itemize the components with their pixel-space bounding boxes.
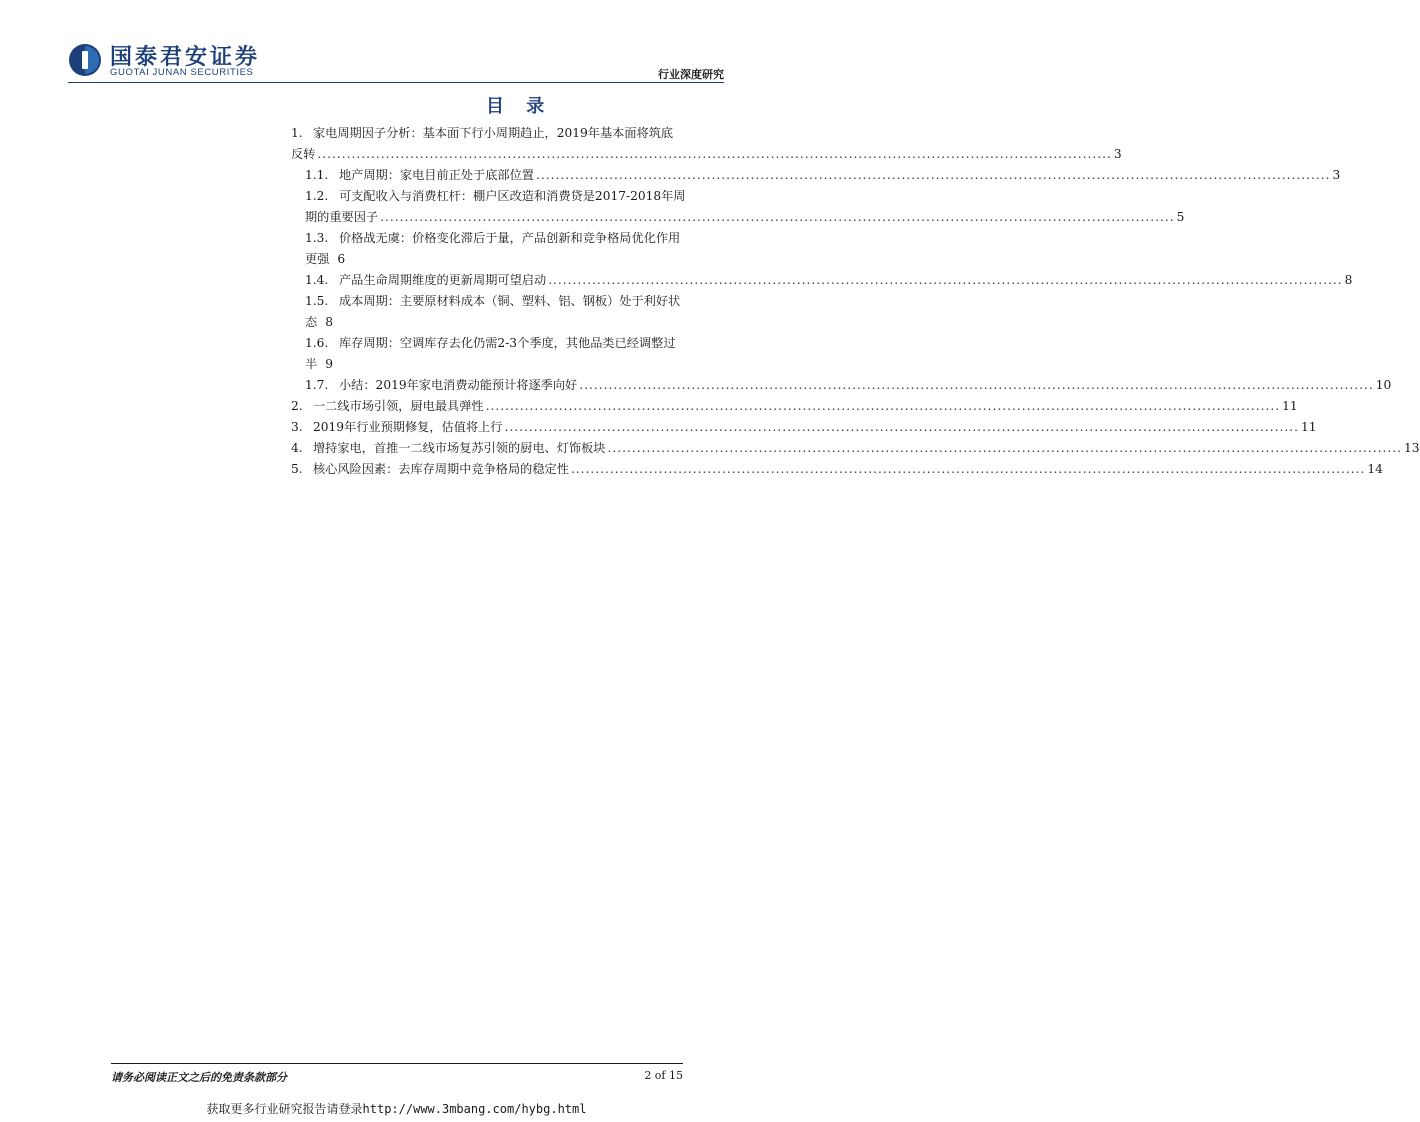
report-type-label: 行业深度研究 — [658, 68, 724, 81]
toc-entry-text: 成本周期：主要原材料成本（铜、塑料、铝、钢板）处于利好状 — [339, 294, 681, 308]
toc-leader-dots — [504, 417, 1298, 438]
toc-entry-text-continued: 半 — [305, 357, 318, 371]
toc-entry-page: 6 — [337, 252, 346, 266]
toc-entry-number: 1.4. — [305, 273, 329, 287]
toc-title: 目 录 — [486, 96, 553, 117]
promo-link-text[interactable]: 获取更多行业研究报告请登录http://www.3mbang.com/hybg.html — [206, 1102, 587, 1116]
toc-entry-number: 4. — [291, 441, 303, 455]
brand-name-cn: 国泰君安证券 — [110, 45, 261, 70]
toc-entry-page: 9 — [325, 357, 333, 371]
toc-entry-text: 库存周期：空调库存去化仍需2-3个季度，其他品类已经调整过 — [339, 336, 676, 350]
toc-leader-dots — [317, 144, 1111, 165]
company-logo-icon — [68, 43, 102, 77]
toc-entry-number: 1.1. — [305, 168, 329, 182]
toc-entry[interactable] — [291, 333, 724, 375]
toc-entry-page: 3 — [1332, 168, 1341, 182]
toc-entry-page: 8 — [325, 315, 333, 329]
toc-entry-text: 地产周期：家电目前正处于底部位置 — [339, 168, 534, 182]
toc-entry-number: 1.7. — [305, 378, 329, 392]
toc-entry-text: 可支配收入与消费杠杆：棚户区改造和消费贷是2017-2018年周 — [339, 189, 686, 203]
toc-entry-number: 1.5. — [305, 294, 329, 308]
toc-entry[interactable] — [291, 459, 1383, 480]
table-of-contents — [291, 123, 1420, 480]
toc-entry-text: 价格战无虞：价格变化滞后于量，产品创新和竞争格局优化作用 — [339, 231, 681, 245]
toc-entry[interactable] — [291, 438, 1420, 459]
toc-entry[interactable] — [291, 291, 724, 333]
toc-entry-text: 增持家电，首推一二线市场复苏引领的厨电、灯饰板块 — [313, 441, 606, 455]
page-number: 2 of 15 — [644, 1069, 683, 1082]
toc-entry[interactable] — [291, 417, 1317, 438]
toc-entry-text: 家电周期因子分析：基本面下行小周期趋止，2019年基本面将筑底 — [313, 126, 674, 140]
toc-leader-dots — [486, 396, 1280, 417]
toc-leader-dots — [536, 165, 1330, 186]
toc-entry-number: 1.2. — [305, 189, 329, 203]
toc-entry[interactable] — [291, 375, 1392, 396]
toc-entry[interactable] — [291, 270, 1353, 291]
toc-entry[interactable] — [291, 165, 1341, 186]
toc-entry[interactable] — [291, 186, 1185, 228]
toc-entry-text: 一二线市场引领，厨电最具弹性 — [313, 399, 484, 413]
toc-entry[interactable] — [291, 123, 1122, 165]
toc-leader-dots — [380, 207, 1174, 228]
toc-entry-page: 3 — [1113, 147, 1122, 161]
toc-entry-page: 8 — [1344, 273, 1353, 287]
toc-entry-text: 2019年行业预期修复，估值将上行 — [313, 420, 503, 434]
disclaimer-text: 请务必阅读正文之后的免责条款部分 — [111, 1071, 287, 1084]
toc-entry-number: 1.3. — [305, 231, 329, 245]
toc-entry-page: 5 — [1176, 210, 1185, 224]
header-divider — [68, 82, 724, 83]
toc-entry-text-continued: 反转 — [291, 147, 316, 161]
toc-leader-dots — [579, 375, 1373, 396]
toc-entry-text-continued: 态 — [305, 315, 318, 329]
toc-leader-dots — [548, 270, 1342, 291]
toc-entry-number: 3. — [291, 420, 303, 434]
toc-entry-number: 1.6. — [305, 336, 329, 350]
toc-entry-page: 13 — [1403, 441, 1420, 455]
brand-name-en: GUOTAI JUNAN SECURITIES — [110, 67, 254, 78]
toc-entry-number: 1. — [291, 126, 303, 140]
toc-entry-text-continued: 期的重要因子 — [305, 210, 379, 224]
toc-entry-page: 11 — [1300, 420, 1317, 434]
toc-leader-dots — [571, 459, 1365, 480]
toc-entry-text: 小结：2019年家电消费动能预计将逐季向好 — [339, 378, 578, 392]
toc-entry[interactable] — [291, 228, 724, 270]
footer-divider — [111, 1063, 683, 1064]
toc-entry-number: 2. — [291, 399, 303, 413]
toc-entry-text: 核心风险因素：去库存周期中竞争格局的稳定性 — [313, 462, 569, 476]
toc-entry-text: 产品生命周期维度的更新周期可望启动 — [339, 273, 547, 287]
toc-entry-number: 5. — [291, 462, 303, 476]
toc-entry-page: 11 — [1282, 399, 1298, 413]
toc-entry-page: 10 — [1375, 378, 1392, 392]
toc-entry[interactable] — [291, 396, 1298, 417]
toc-leader-dots — [608, 438, 1402, 459]
toc-entry-page: 14 — [1367, 462, 1383, 476]
toc-entry-text-continued: 更强 — [305, 252, 330, 266]
